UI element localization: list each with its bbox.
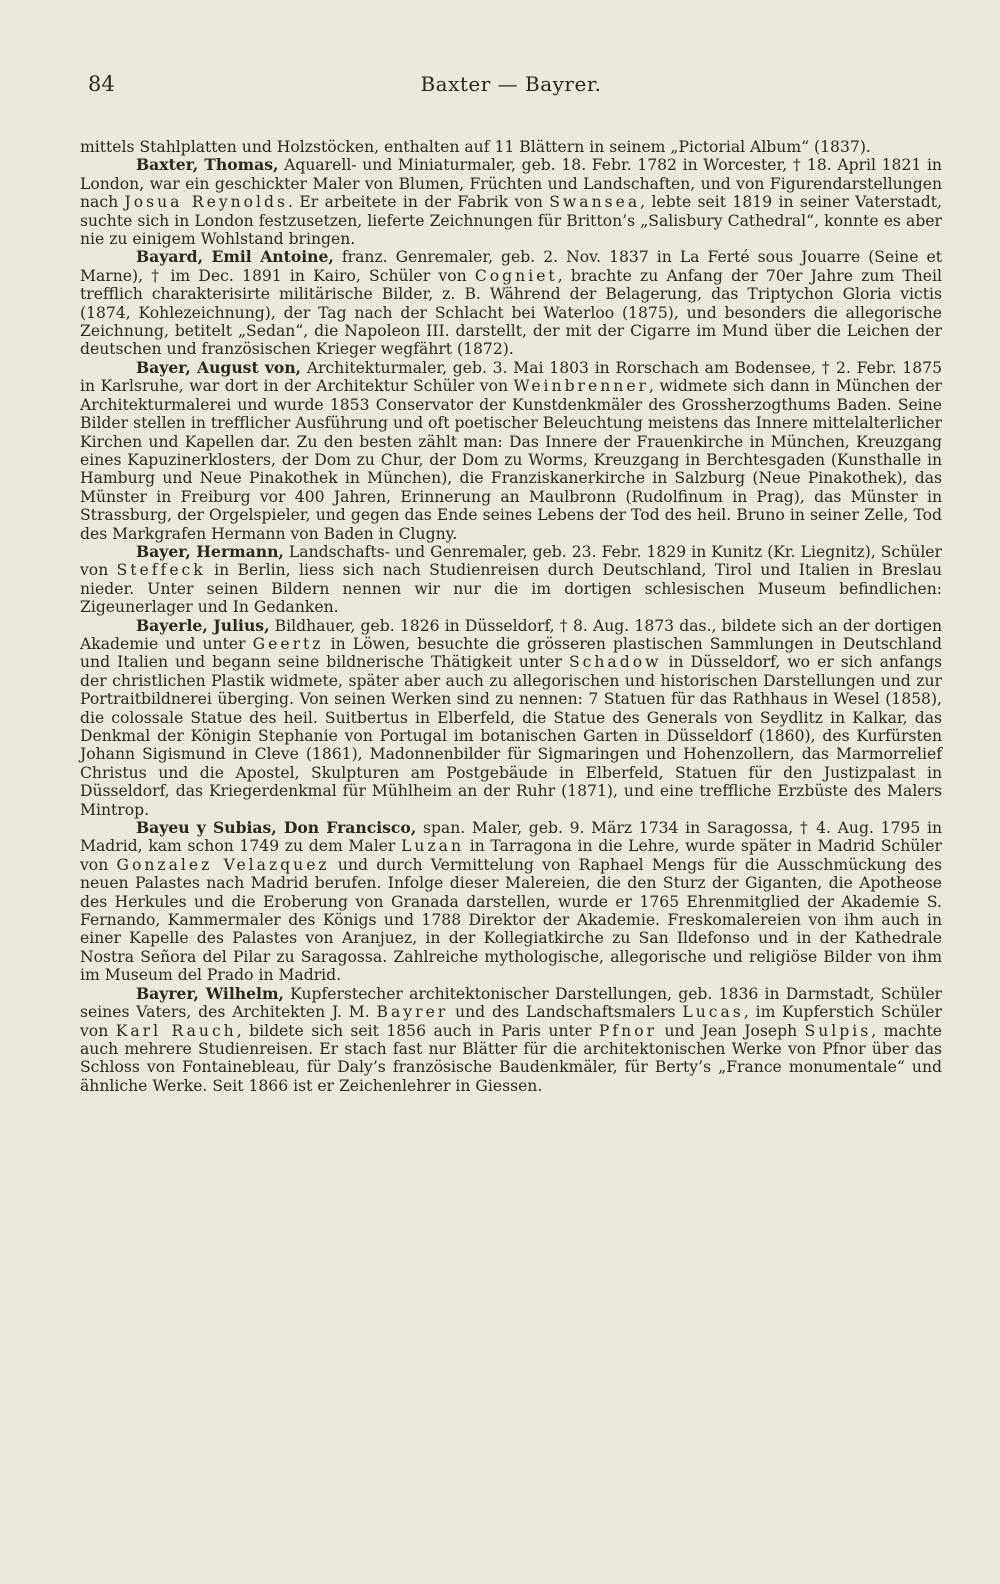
- spaced-name: Karl Rauch: [115, 1021, 237, 1040]
- entry-text: Aquarell- und Miniaturmaler, geb. 18. Febr. 1782 in Worcester, † 18. April 1821 in London, war ein geschickter Maler von Blumen, Früchten und Landschaften, und von Figurendarstellungen nach: [80, 156, 942, 212]
- entry-text: in Löwen, besuchte die grösseren plastischen Sammlungen in Deutschland und Italien und begann seine bildnerische Thätigkeit unter: [80, 634, 942, 672]
- entry-headword: Baxter, Thomas,: [136, 155, 279, 175]
- entry-headword: Bayard, Emil Antoine,: [136, 247, 334, 267]
- running-head: Baxter — Bayrer.: [420, 72, 602, 96]
- entry-text: Kupferstecher architektonischer Darstellungen, geb. 1836 in Darmstadt, Schüler seines Vaters, des Architekten J. M.: [80, 984, 942, 1022]
- spaced-name: Steffeck: [116, 561, 206, 580]
- dictionary-entry: [80, 543, 942, 617]
- entry-text: , bildete sich seit 1856 auch in Paris unter: [236, 1021, 599, 1040]
- spaced-name: Sulpis: [804, 1021, 872, 1040]
- entry-text: Architekturmaler, geb. 3. Mai 1803 in Rorschach am Bodensee, † 2. Febr. 1875 in Karlsruhe, war dort in der Architektur Schüler von: [80, 358, 942, 396]
- entry-headword: Bayer, August von,: [136, 357, 302, 377]
- entry-text: Bildhauer, geb. 1826 in Düsseldorf, † 8. Aug. 1873 das., bildete sich an der dortigen Akademie und unter: [80, 616, 942, 653]
- dictionary-entry: [80, 359, 942, 543]
- entry-text: franz. Genremaler, geb. 2. Nov. 1837 in La Ferté sous Jouarre (Seine et Marne), † im Dec. 1891 in Kairo, Schüler von: [80, 248, 942, 285]
- entry-text: in Düsseldorf, wo er sich anfangs der christlichen Plastik widmete, später aber auch zu allegorischen und historischen Darstellungen und zur Portraitbildnerei überging. Von seinen Werken sind zu nennen: 7 Statuen für das Rathhaus in Wesel (1858), die colossale Statue des heil. Suitbertus in Elberfeld, die Statue des Generals von Seydlitz in Kalkar, das Denkmal der Königin Stephanie von Portugal im botanischen Garten in Düsseldorf (1860), des Kurfürsten Johann Sigismund in Cleve (1861), Madonnenbilder für Sigmaringen und Hohenzollern, das Marmorrelief Christus und die Apostel, Skulpturen am Postgebäude in Elberfeld, Statuen für den Justizpalast in Düsseldorf, das Kriegerdenkmal für Mühlheim an der Ruhr (1871), und eine treffliche Erzbüste des Malers Mintrop.: [80, 653, 943, 819]
- entry-text: und Jean Joseph: [657, 1021, 805, 1040]
- spaced-name: Cogniet: [474, 266, 558, 285]
- entry-text: mittels Stahlplatten und Holzstöcken, enthalten auf 11 Blättern in seinem „Pictorial Album“ (1837).: [80, 138, 871, 156]
- dictionary-entry: [80, 248, 942, 358]
- spaced-name: Gonzalez Velazquez: [116, 855, 330, 874]
- entry-text: , im Kupferstich Schüler von: [80, 1003, 942, 1040]
- dictionary-entry: [80, 617, 942, 819]
- page-header: [80, 72, 942, 112]
- spaced-name: Lucas: [682, 1003, 744, 1022]
- page-number: 84: [88, 72, 115, 96]
- entry-text: . Er arbeitete in der Fabrik von: [288, 193, 550, 212]
- dictionary-entry: [80, 156, 942, 248]
- dictionary-entry: [80, 985, 942, 1095]
- entry-text: und durch Vermittelung von Raphael Mengs für die Ausschmückung des neuen Palastes nach Madrid berufen. Infolge dieser Malereien, die den Sturz der Giganten, die Apotheose des Herkules und die Eroberung von Granada darstellen, wurde er 1765 Ehrenmitglied der Akademie S. Fernando, Kammermaler des Königs und 1788 Direktor der Akademie. Freskomalereien von ihm auch in einer Kapelle des Palastes von Aranjuez, in der Kollegiatkirche zu San Ildefonso und in der Kathedrale Nostra Señora del Pilar zu Saragossa. Zahlreiche mythologische, allegorische und religiöse Bilder von ihm im Museum del Prado in Madrid.: [80, 855, 942, 985]
- entry-text: , lebte seit 1819 in seiner Vaterstadt, suchte sich in London festzusetzen, lieferte Zeichnungen für Britton’s „Salisbury Cathedral“, konnte es aber nie zu einigem Wohlstand bringen.: [80, 193, 943, 249]
- spaced-name: Weinbrenner: [513, 377, 650, 396]
- spaced-name: Geertz: [252, 634, 324, 653]
- entry-text: span. Maler, geb. 9. März 1734 in Saragossa, † 4. Aug. 1795 in Madrid, kam schon 1749 zu dem Maler: [80, 819, 942, 856]
- spaced-name: Schadow: [568, 653, 662, 672]
- entry-text: Landschafts- und Genremaler, geb. 23. Febr. 1829 in Kunitz (Kr. Liegnitz), Schüler von: [80, 542, 942, 580]
- entry-text: , widmete sich dann in München der Architekturmalerei und wurde 1853 Conservator der Kunstdenkmäler des Grossherzogthums Baden. Seine Bilder stellen in trefflicher Ausführung und oft poetischer Beleuchtung meistens das Innere mittelalterlicher Kirchen und Kapellen dar. Zu den besten zählt man: Das Innere der Frauenkirche in München, Kreuzgang eines Kapuzinerklosters, der Dom zu Chur, der Dom zu Worms, Kreuzgang in Berchtesgaden (Kunsthalle in Hamburg und Neue Pinakothek in München), die Franziskanerkirche in Salzburg (Neue Pinakothek), das Münster in Freiburg vor 400 Jahren, Erinnerung an Maulbronn (Rudolfinum in Prag), das Münster in Strassburg, der Orgelspieler, und gegen das Ende seines Lebens der Tod des heil. Bruno in seiner Zelle, Tod des Markgrafen Hermann von Baden in Clugny.: [80, 377, 943, 543]
- entry-headword: Bayrer, Wilhelm,: [136, 983, 284, 1003]
- entry-continuation: [80, 138, 942, 156]
- dictionary-entries: [80, 138, 942, 1095]
- spaced-name: Josua Reynolds: [124, 193, 289, 212]
- entry-text: , machte auch mehrere Studienreisen. Er stach fast nur Blätter für die architektonischen Werke von Pfnor über das Schloss von Fontainebleau, für Daly’s französische Baudenkmäler, für Berty’s „France monumentale“ und ähnliche Werke. Seit 1866 ist er Zeichenlehrer in Giessen.: [80, 1021, 942, 1095]
- entry-text: in Tarragona in die Lehre, wurde später in Madrid Schüler von: [80, 837, 942, 874]
- entry-headword: Bayeu y Subias, Don Francisco,: [136, 818, 417, 838]
- entry-text: in Berlin, liess sich nach Studienreisen durch Deutschland, Tirol und Italien in Breslau nieder. Unter seinen Bildern nennen wir nur die im dortigen schlesischen Museum befindlichen: Zigeunerlager und In Gedanken.: [80, 561, 942, 617]
- spaced-name: Swansea: [549, 193, 641, 212]
- spaced-name: Pfnor: [598, 1021, 658, 1040]
- entry-headword: Bayerle, Julius,: [136, 615, 270, 635]
- dictionary-entry: [80, 819, 942, 985]
- entry-headword: Bayer, Hermann,: [136, 541, 284, 561]
- entry-text: , brachte zu Anfang der 70er Jahre zum Theil trefflich charakterisirte militärische Bilder, z. B. Während der Belagerung, das Triptychon Gloria victis (1874, Kohlezeichnung), der Tag nach der Schlacht bei Waterloo (1875), und besonders die allegorische Zeichnung, betitelt „Sedan“, die Napoleon III. darstellt, der mit der Cigarre im Mund über die Leichen der deutschen und französischen Krieger wegfährt (1872).: [80, 266, 942, 359]
- spaced-name: Luzan: [401, 837, 465, 856]
- spaced-name: Bayrer: [376, 1003, 449, 1022]
- entry-text: und des Landschaftsmalers: [448, 1003, 683, 1022]
